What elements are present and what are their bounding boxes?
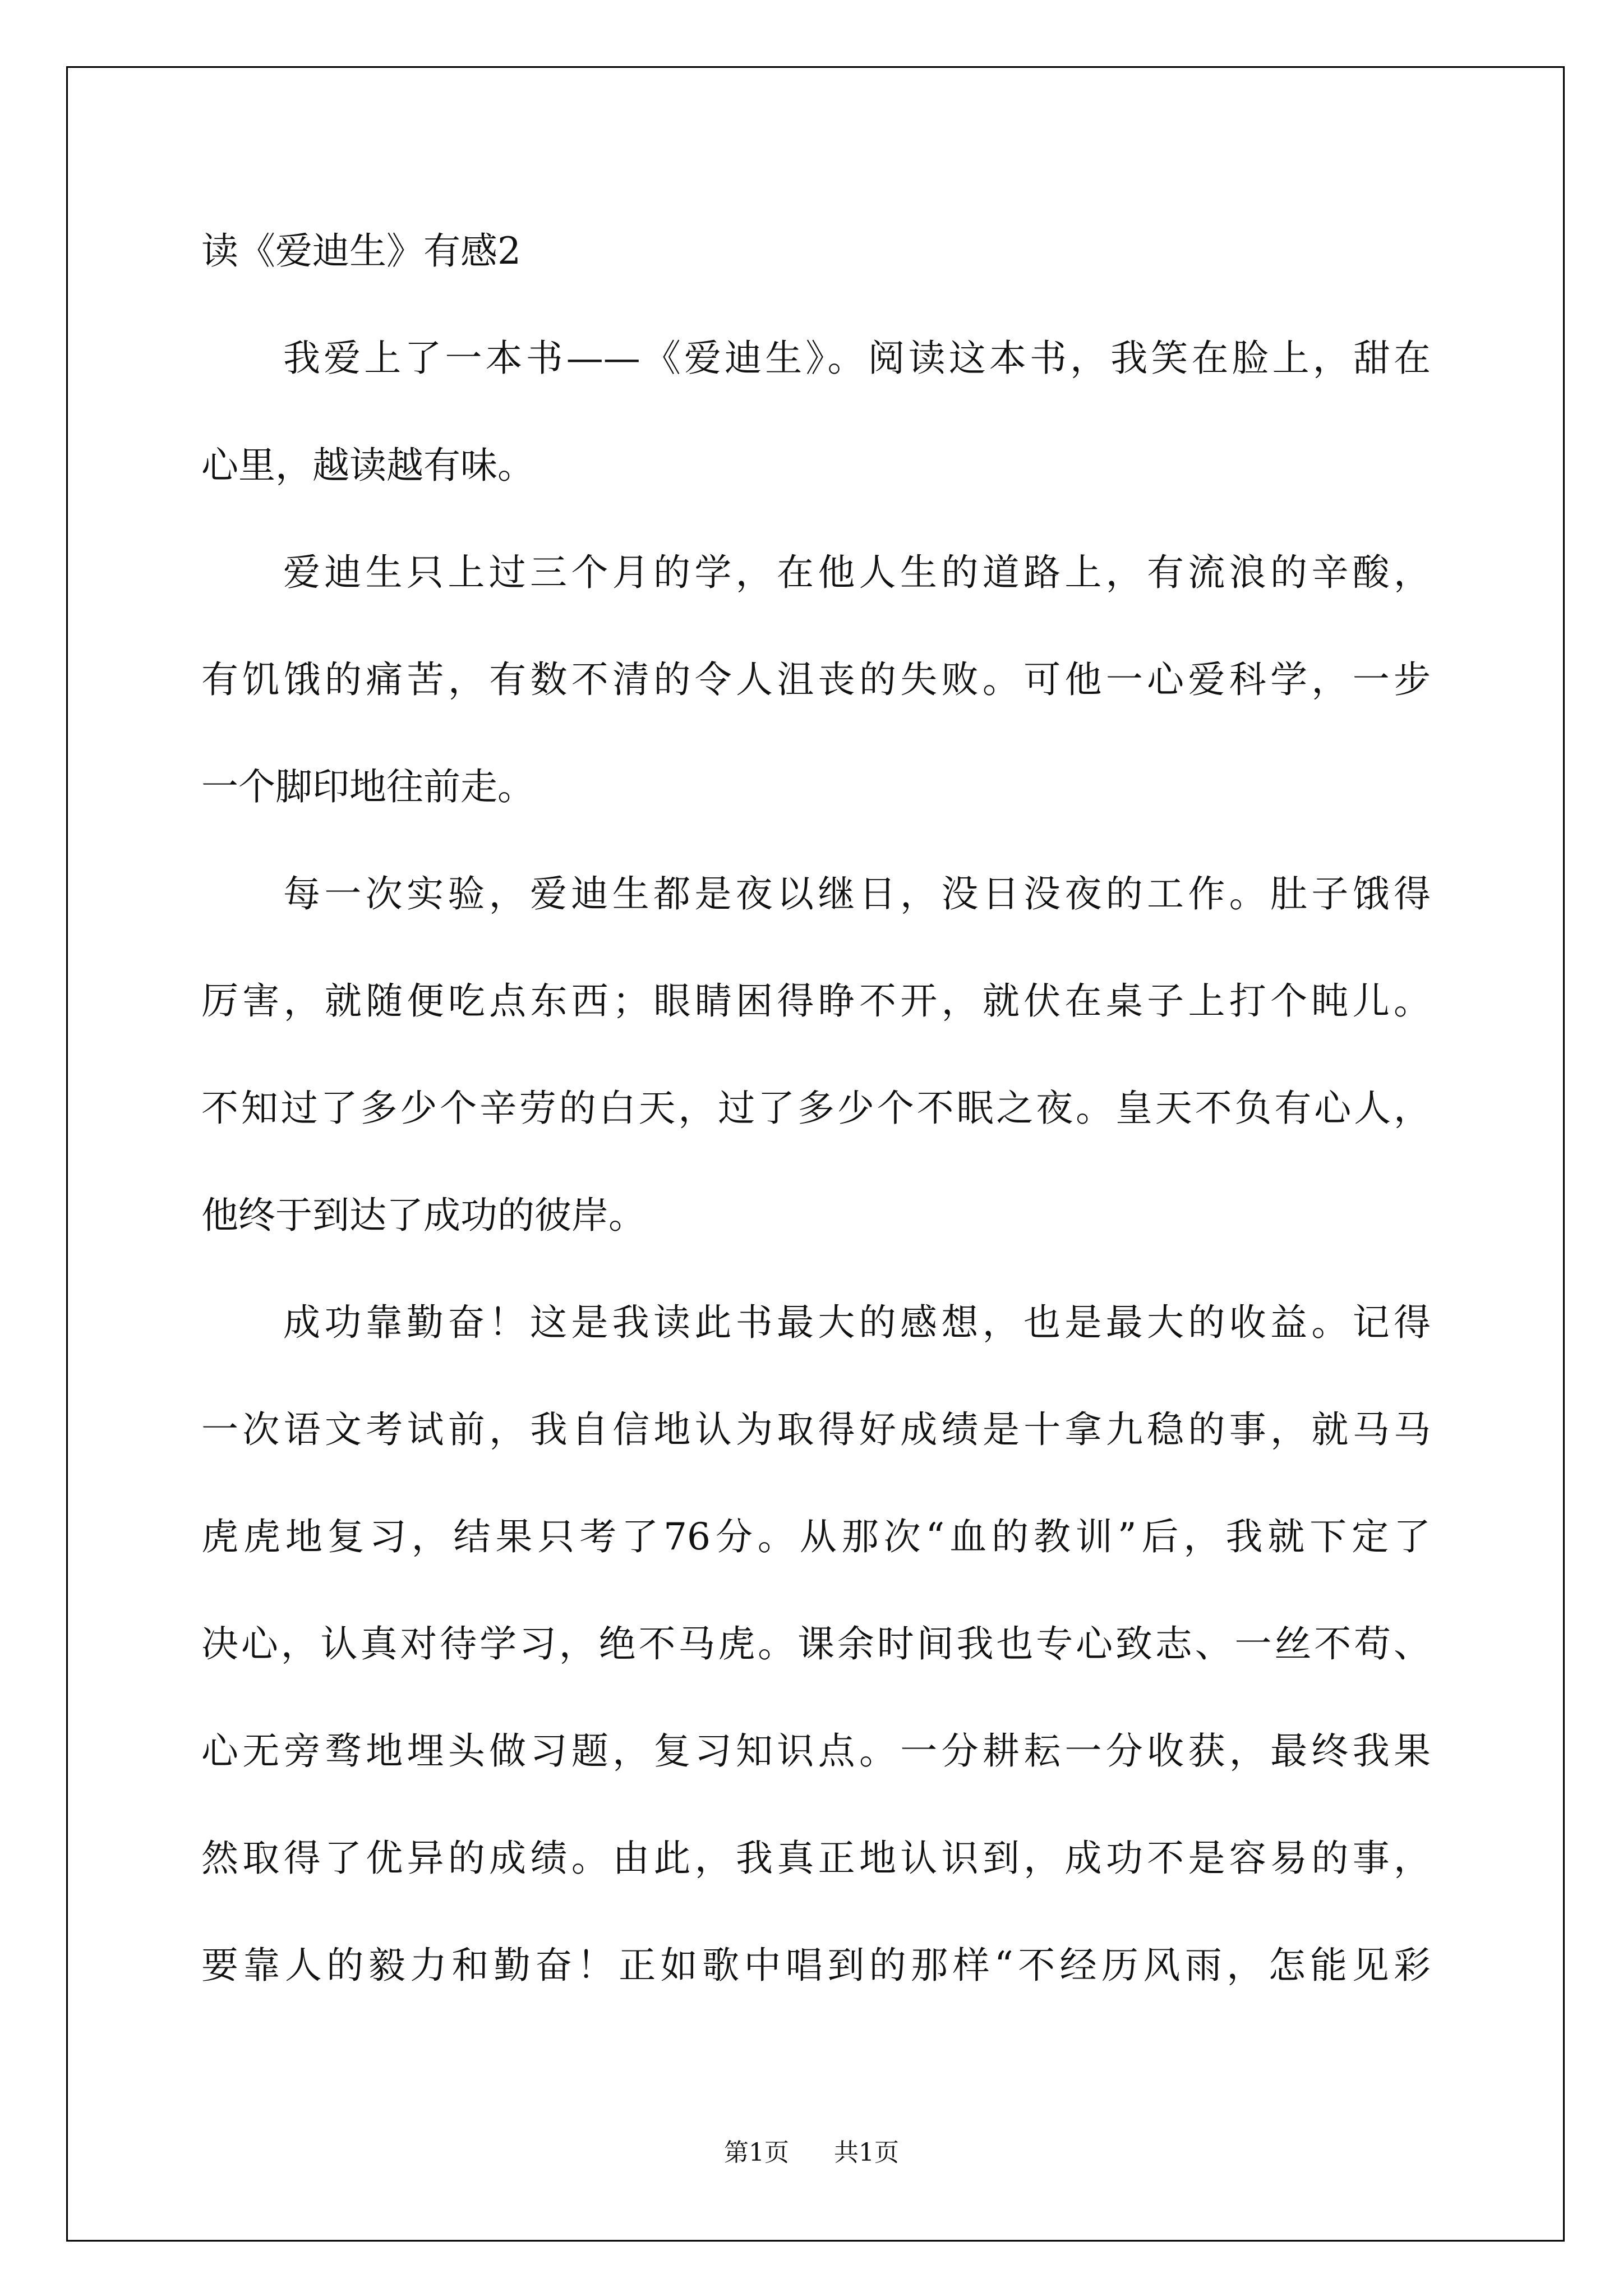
- paragraph-1: [201, 305, 1431, 519]
- paragraph-line: 一次语文考试前，我自信地认为取得好成绩是十拿九稳的事，就马马: [201, 1408, 1431, 1451]
- paragraph-4: [201, 1269, 1431, 2019]
- paragraph-line: 成功靠勤奋！这是我读此书最大的感想，也是最大的收益。记得: [283, 1301, 1431, 1344]
- paragraph-line: 决心，认真对待学习，绝不马虎。课余时间我也专心致志、一丝不苟、: [201, 1622, 1431, 1665]
- page-number: 第1页: [724, 2138, 789, 2167]
- page-footer: [0, 2136, 1623, 2170]
- paragraph-line: 每一次实验，爱迪生都是夜以继日，没日没夜的工作。肚子饿得: [283, 872, 1431, 915]
- paragraph-line: 厉害，就随便吃点东西；眼睛困得睁不开，就伏在桌子上打个盹儿。: [201, 979, 1431, 1023]
- document-title: 读《爱迪生》有感2: [201, 229, 521, 273]
- paragraph-line: 然取得了优异的成绩。由此，我真正地认识到，成功不是容易的事，: [201, 1837, 1431, 1880]
- page-total: 共1页: [834, 2138, 899, 2167]
- paragraph-line: 心无旁骛地埋头做习题，复习知识点。一分耕耘一分收获，最终我果: [201, 1729, 1431, 1773]
- paragraph-line: 有饥饿的痛苦，有数不清的令人沮丧的失败。可他一心爱科学，一步: [201, 658, 1431, 701]
- paragraph-2: [201, 519, 1431, 840]
- document-body: [201, 197, 1431, 2019]
- paragraph-line: 要靠人的毅力和勤奋！正如歌中唱到的那样“不经历风雨，怎能见彩: [201, 1944, 1431, 1987]
- paragraph-line: 我爱上了一本书——《爱迪生》。阅读这本书，我笑在脸上，甜在: [283, 337, 1431, 380]
- paragraph-line: 心里，越读越有味。: [201, 444, 534, 487]
- paragraph-line: 爱迪生只上过三个月的学，在他人生的道路上，有流浪的辛酸，: [283, 551, 1431, 594]
- paragraph-line: 一个脚印地往前走。: [201, 765, 534, 808]
- paragraph-line: 不知过了多少个辛劳的白天，过了多少个不眠之夜。皇天不负有心人，: [201, 1087, 1431, 1130]
- paragraph-line: 虎虎地复习，结果只考了76分。从那次“血的教训”后，我就下定了: [201, 1515, 1431, 1558]
- paragraph-3: [201, 840, 1431, 1269]
- paragraph-line: 他终于到达了成功的彼岸。: [201, 1194, 645, 1237]
